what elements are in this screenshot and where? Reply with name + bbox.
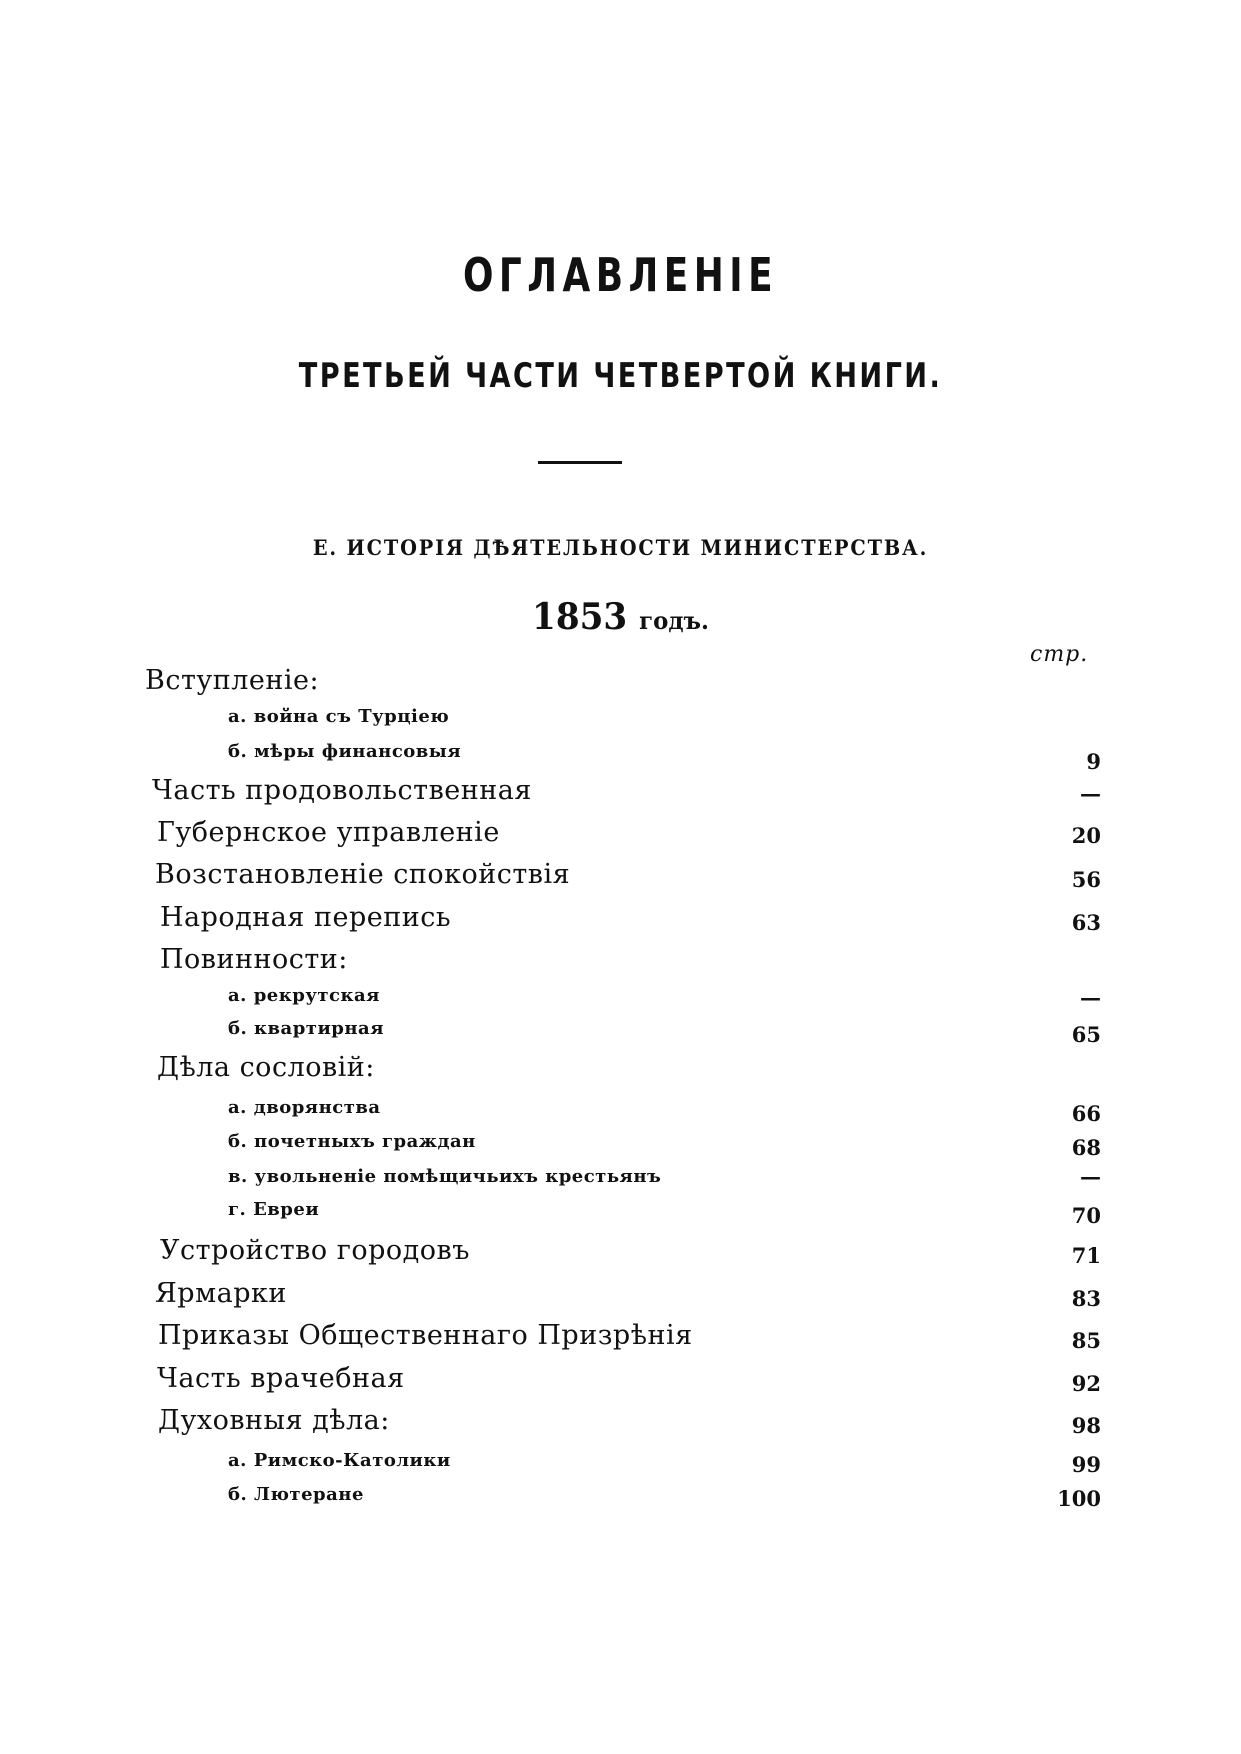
toc-entry-page: 20 (1071, 823, 1101, 848)
toc-entry-label: а. война съ Турціею (228, 706, 450, 727)
toc-entry-page: — (1080, 1164, 1101, 1189)
toc-entry-label: Повинности: (160, 944, 348, 975)
toc-entry (0, 1405, 1241, 1445)
toc-entry (0, 944, 1241, 984)
toc-entry-page: — (1080, 985, 1101, 1010)
toc-entry-page: 92 (1071, 1371, 1101, 1396)
toc-entry-label: б. почетныхъ граждан (228, 1131, 476, 1152)
year-number: 1853 (532, 596, 628, 638)
year-heading (31, 596, 1210, 638)
page-column-header: стр. (1030, 642, 1089, 667)
toc-entry-label: Дѣла сословій: (157, 1052, 375, 1083)
toc-entry (0, 1484, 1241, 1524)
page-title: ОГЛАВЛЕНІЕ (462, 248, 779, 302)
toc-entry-label: а. дворянства (228, 1097, 381, 1118)
toc-entry-label: Часть продовольственная (152, 775, 532, 806)
toc-entry-label: в. увольненіе помѣщичьихъ крестьянъ (228, 1166, 662, 1187)
toc-entry-label: б. Лютеране (228, 1484, 364, 1505)
toc-entry-page: 63 (1071, 910, 1101, 935)
toc-entry (0, 1278, 1241, 1318)
toc-entry-label: Возстановленіе спокойствія (155, 859, 571, 890)
toc-entry-label: Духовныя дѣла: (158, 1405, 390, 1436)
toc-entry (0, 902, 1241, 942)
toc-entry-label: б. квартирная (228, 1018, 385, 1039)
toc-entry-page: 65 (1071, 1022, 1101, 1047)
toc-entry-label: а. рекрутская (228, 985, 380, 1006)
page-subtitle: ТРЕТЬЕЙ ЧАСТИ ЧЕТВЕРТОЙ КНИГИ. (298, 356, 943, 396)
toc-entry-label: Губернское управленіе (157, 817, 500, 848)
toc-entry-label: б. мѣры финансовыя (228, 741, 462, 762)
toc-entry-page: 66 (1071, 1101, 1101, 1126)
toc-entry-label: Народная перепись (160, 902, 452, 933)
toc-entry (0, 775, 1241, 815)
toc-entry (0, 1363, 1241, 1403)
year-word: годъ. (639, 606, 709, 635)
toc-entry (0, 1131, 1241, 1171)
toc-entry-label: г. Евреи (228, 1199, 320, 1220)
toc-entry-label: Ярмарки (155, 1278, 287, 1309)
toc-entry-page: 85 (1071, 1328, 1101, 1353)
toc-entry (0, 1235, 1241, 1275)
toc-entry (0, 859, 1241, 899)
toc-entry-label: Приказы Общественнаго Призрѣнія (158, 1320, 693, 1351)
toc-entry-page: 56 (1071, 867, 1101, 892)
toc-entry-page: 99 (1071, 1452, 1101, 1477)
toc-entry-page: 9 (1086, 749, 1101, 774)
toc-entry-label: а. Римско-Католики (228, 1450, 451, 1471)
toc-entry-page: 100 (1057, 1486, 1101, 1511)
toc-entry-label: Вступленіе: (145, 665, 320, 696)
section-heading: Е. ИСТОРІЯ ДѢЯТЕЛЬНОСТИ МИНИСТЕРСТВА. (312, 535, 929, 560)
toc-entry-page: 98 (1071, 1413, 1101, 1438)
toc-entry-label: Часть врачебная (157, 1363, 405, 1394)
toc-entry-page: 68 (1071, 1135, 1101, 1160)
toc-entry (0, 706, 1241, 746)
toc-entry (0, 817, 1241, 857)
divider-rule (538, 461, 622, 464)
toc-entry (0, 665, 1241, 705)
toc-entry (0, 1320, 1241, 1360)
toc-entry (0, 1199, 1241, 1239)
toc-entry-label: Устройство городовъ (160, 1235, 470, 1266)
toc-entry-page: — (1080, 781, 1101, 806)
toc-entry-page: 71 (1071, 1243, 1101, 1268)
toc-entry (0, 1052, 1241, 1092)
toc-entry-page: 70 (1071, 1203, 1101, 1228)
toc-entry-page: 83 (1071, 1286, 1101, 1311)
